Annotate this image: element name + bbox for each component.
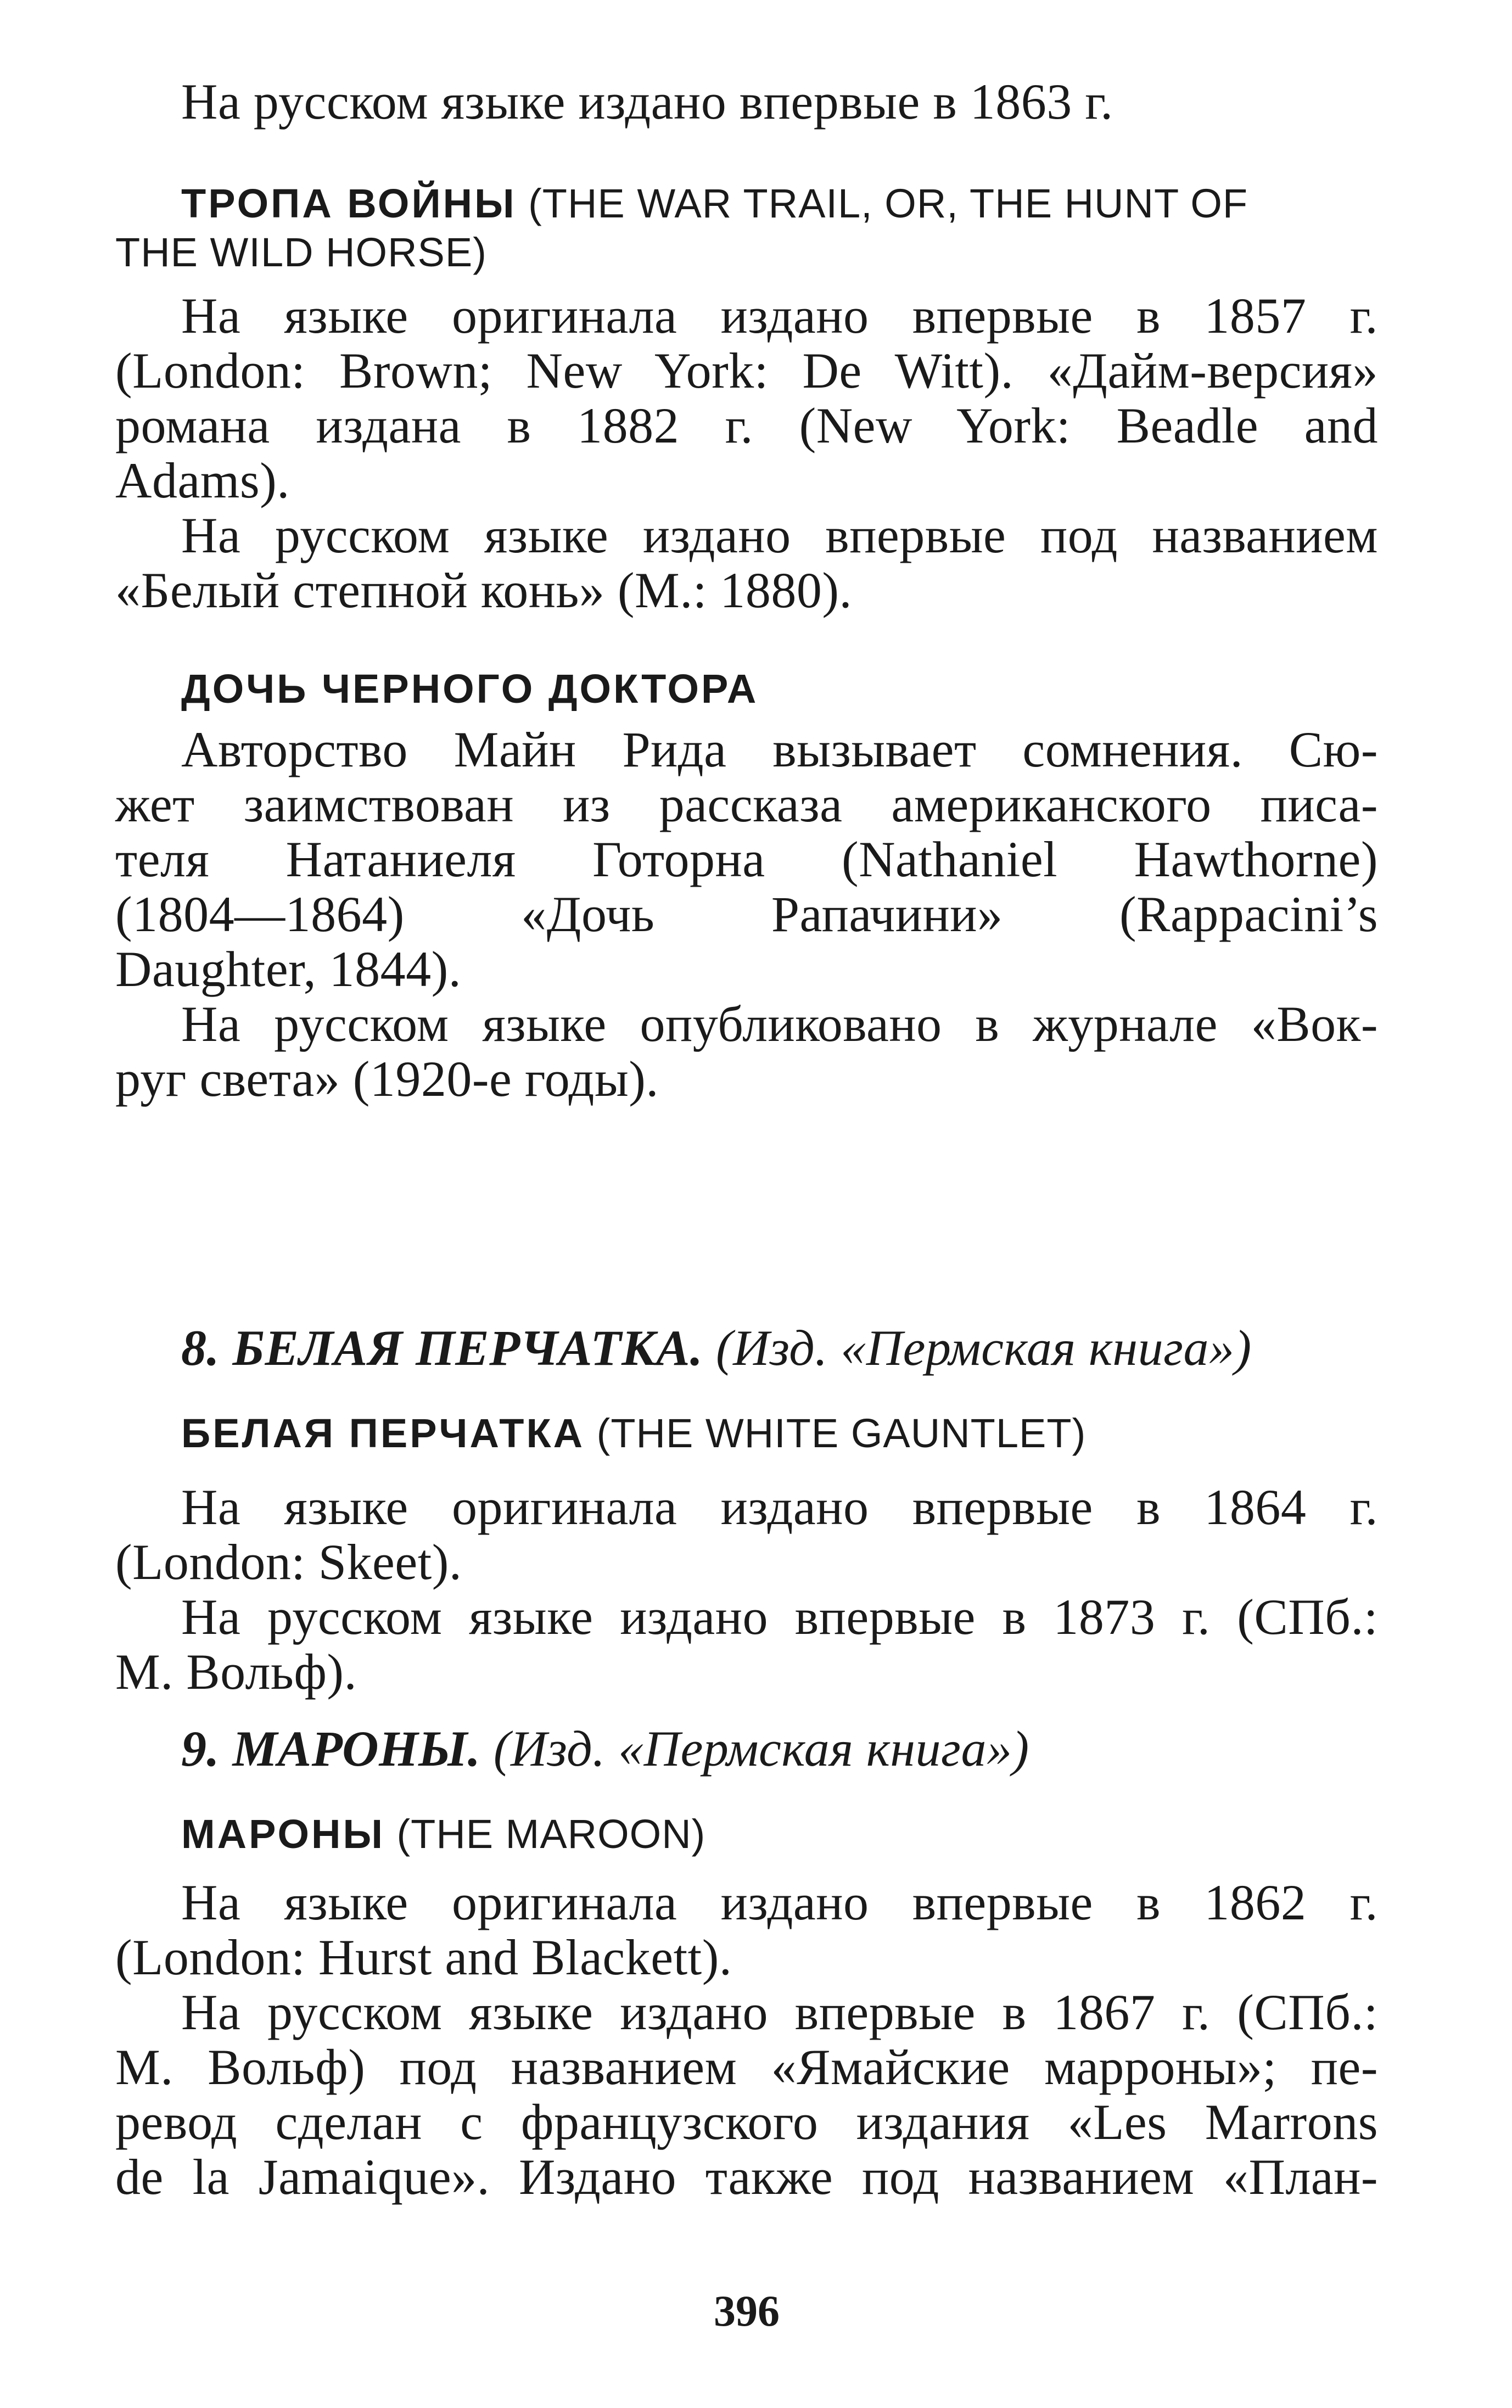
text-line: «Белый степной конь» (М.: 1880). [115,562,853,618]
text-line: М. Вольф) под названием «Ямайские марроны»; пе- [115,2039,1378,2095]
entry-original-title-cont: THE WILD HORSE) [115,229,487,275]
text-line: (London: Skeet). [115,1534,462,1590]
series-title: 9. МАРОНЫ. [181,1721,481,1777]
text-line: На русском языке издано впервые в 1867 г. (СПб.: [181,1984,1378,2040]
series-heading [115,1718,1378,1779]
text-line: руг света» (1920-е годы). [115,1051,659,1107]
text-line: романа издана в 1882 г. (New York: Beadle and [115,397,1378,453]
text-line: ревод сделан с французского издания «Les Marrons [115,2094,1378,2150]
entry-title: ДОЧЬ ЧЕРНОГО ДОКТОРА [181,666,759,712]
series-publisher: (Изд. «Пермская книга») [703,1320,1252,1376]
text-line: (London: Brown; New York: De Witt). «Дайм-версия» [115,343,1378,399]
series-title: 8. БЕЛАЯ ПЕРЧАТКА. [181,1320,703,1376]
series-publisher: (Изд. «Пермская книга») [480,1721,1029,1777]
text-line: На русском языке издано впервые в 1873 г. (СПб.: [181,1589,1378,1645]
text-line: (London: Hurst and Blackett). [115,1929,732,1985]
entry-title: БЕЛАЯ ПЕРЧАТКА [181,1410,585,1456]
text-line: На русском языке опубликовано в журнале «Вок- [181,996,1378,1052]
entry-original-title: (THE WHITE GAUNTLET) [585,1410,1087,1456]
entry-original-title: (THE MAROON) [384,1811,706,1857]
series-heading [115,1318,1378,1378]
entry-title: ТРОПА ВОЙНЫ [181,181,517,226]
text-line: жет заимствован из рассказа американского писа- [115,776,1378,832]
text-line: (1804—1864) «Дочь Рапачини» (Rappacini’s [115,886,1378,942]
page-number: 396 [714,2287,780,2336]
entry-title-line [115,1801,1378,1864]
text-line: Adams). [115,452,290,508]
book-page [115,55,1378,2361]
text-line: de la Jamaique». Издано также под названием «План- [115,2149,1378,2205]
entry-original-title: (THE WAR TRAIL, OR, THE HUNT OF [516,181,1248,226]
text-line: На русском языке издано впервые под названием [181,507,1378,563]
entry-title: МАРОНЫ [181,1811,385,1857]
text-line: Daughter, 1844). [115,941,462,997]
text-line: Авторство Майн Рида вызывает сомнения. Сю- [181,721,1378,777]
text-line: На языке оригинала издано впервые в 1857 г. [181,288,1378,344]
text-line: На языке оригинала издано впервые в 1862 г. [181,1874,1378,1930]
text-line: На русском языке издано впервые в 1863 г. [181,74,1113,130]
text-line: На языке оригинала издано впервые в 1864 г. [181,1479,1378,1535]
entry-title-line [115,1400,1378,1464]
text-line: М. Вольф). [115,1644,357,1700]
text-line: теля Натаниеля Готорна (Nathaniel Hawthorne) [115,831,1378,887]
